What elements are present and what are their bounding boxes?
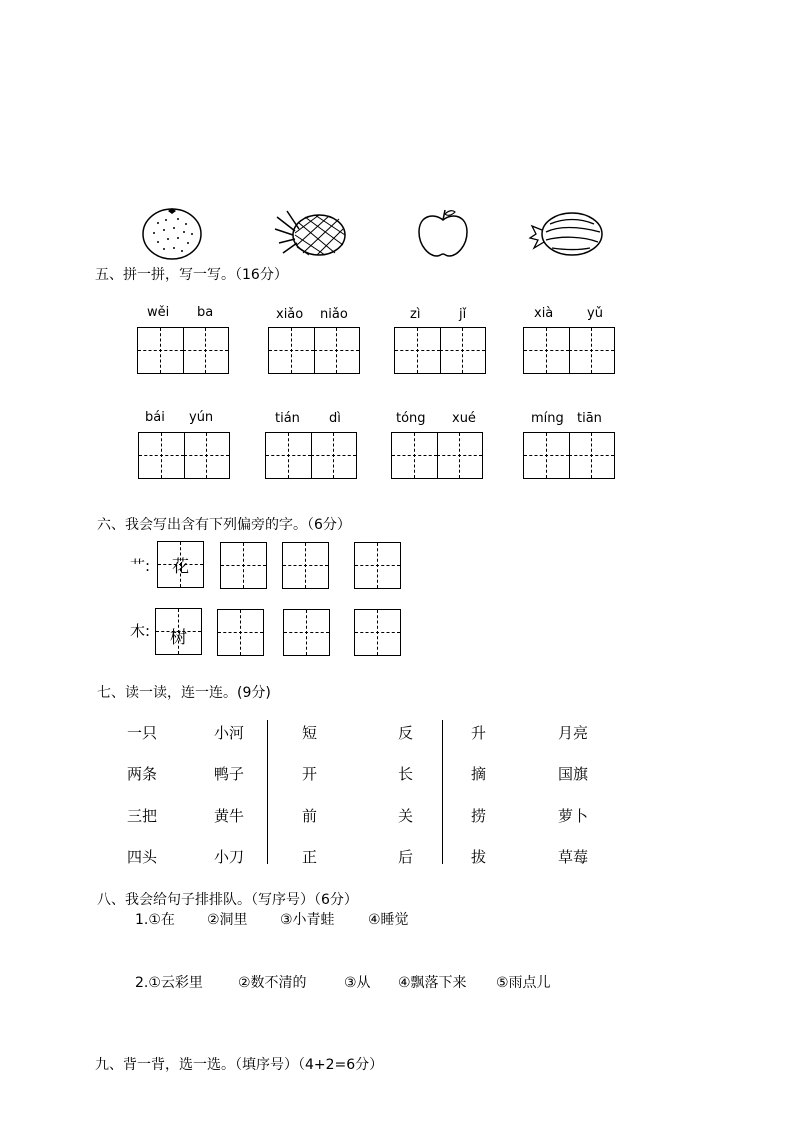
match-word[interactable]: 短: [302, 724, 318, 742]
pinyin: míng: [531, 411, 564, 426]
example-box: [157, 541, 204, 588]
match-word[interactable]: 鸭子: [214, 765, 245, 783]
match-word[interactable]: 前: [302, 807, 318, 825]
answer-box[interactable]: [354, 542, 401, 589]
answer-box[interactable]: [217, 609, 264, 656]
match-word[interactable]: 萝卜: [558, 807, 589, 825]
pinyin: bái: [145, 410, 165, 425]
writing-grid[interactable]: [391, 432, 483, 479]
match-word[interactable]: 反: [398, 724, 414, 742]
match-word[interactable]: 拔: [471, 848, 487, 866]
section7-title: 七、读一读，连一连。(9分): [97, 685, 271, 701]
pinyin: tóng: [396, 411, 426, 426]
answer-box[interactable]: [220, 542, 267, 589]
apple-icon: [415, 208, 471, 258]
writing-grid[interactable]: [394, 327, 486, 374]
match-word[interactable]: 两条: [127, 765, 158, 783]
sentence-part: ③从: [344, 975, 371, 991]
match-word[interactable]: 正: [302, 848, 318, 866]
radical-label: 木:: [130, 622, 151, 640]
sentence-part: ④飘落下来: [398, 975, 467, 991]
match-word[interactable]: 捞: [471, 807, 487, 825]
radical-label: 艹:: [130, 557, 151, 575]
example-box: [155, 608, 202, 655]
section9-title: 九、背一背，选一选。（填序号）（4+2=6分）: [95, 1057, 384, 1073]
match-word[interactable]: 长: [398, 765, 414, 783]
match-word[interactable]: 草莓: [558, 848, 589, 866]
pinyin: xiǎo: [276, 307, 304, 322]
match-word[interactable]: 小河: [214, 724, 245, 742]
pinyin: tiān: [577, 411, 602, 426]
match-word[interactable]: 升: [471, 724, 487, 742]
writing-grid[interactable]: [523, 327, 615, 374]
match-word[interactable]: 一只: [127, 724, 158, 742]
sentence-part: ③小青蛙: [280, 912, 335, 928]
sentence-part: ②洞里: [207, 912, 248, 928]
example-char: 花: [172, 557, 189, 577]
writing-grid[interactable]: [137, 327, 229, 374]
match-word[interactable]: 小刀: [214, 848, 245, 866]
writing-grid[interactable]: [268, 327, 360, 374]
sentence-1-label: 1.①在: [135, 912, 175, 928]
pinyin: yǔ: [587, 306, 603, 321]
divider: [267, 720, 268, 864]
sentence-2-label: 2.①云彩里: [135, 975, 203, 991]
pinyin: dì: [329, 411, 341, 426]
writing-grid[interactable]: [265, 432, 357, 479]
sentence-part: ②数不清的: [238, 975, 307, 991]
watermelon-icon: [528, 210, 604, 258]
writing-grid[interactable]: [523, 432, 615, 479]
match-word[interactable]: 黄牛: [214, 807, 245, 825]
answer-box[interactable]: [282, 542, 329, 589]
match-word[interactable]: 关: [398, 807, 414, 825]
match-word[interactable]: 四头: [127, 848, 158, 866]
match-word[interactable]: 国旗: [558, 765, 589, 783]
pinyin: tián: [275, 411, 300, 426]
sentence-part: ④睡觉: [368, 912, 409, 928]
pinyin: xué: [452, 411, 476, 426]
match-word[interactable]: 月亮: [558, 724, 589, 742]
divider: [442, 720, 443, 864]
pinyin: niǎo: [320, 307, 348, 322]
match-word[interactable]: 三把: [127, 807, 158, 825]
match-word[interactable]: 后: [398, 848, 414, 866]
pinyin: ba: [197, 305, 214, 320]
sentence-part: ⑤雨点儿: [496, 975, 551, 991]
answer-box[interactable]: [283, 609, 330, 656]
pinyin: yún: [189, 410, 214, 425]
writing-grid[interactable]: [138, 432, 230, 479]
pinyin: jǐ: [459, 307, 467, 322]
pinyin: xià: [534, 306, 554, 321]
pineapple-icon: [273, 207, 349, 259]
pinyin: zì: [410, 307, 421, 322]
section6-title: 六、我会写出含有下列偏旁的字。（6分）: [97, 517, 351, 533]
section5-title: 五、拼一拼，写一写。（16分）: [95, 267, 288, 283]
example-char: 树: [170, 628, 187, 648]
match-word[interactable]: 摘: [471, 765, 487, 783]
section8-title: 八、我会给句子排排队。（写序号）（6分）: [97, 892, 358, 908]
match-word[interactable]: 开: [302, 765, 318, 783]
pinyin: wěi: [147, 305, 170, 320]
orange-icon: [140, 205, 204, 261]
answer-box[interactable]: [354, 609, 401, 656]
